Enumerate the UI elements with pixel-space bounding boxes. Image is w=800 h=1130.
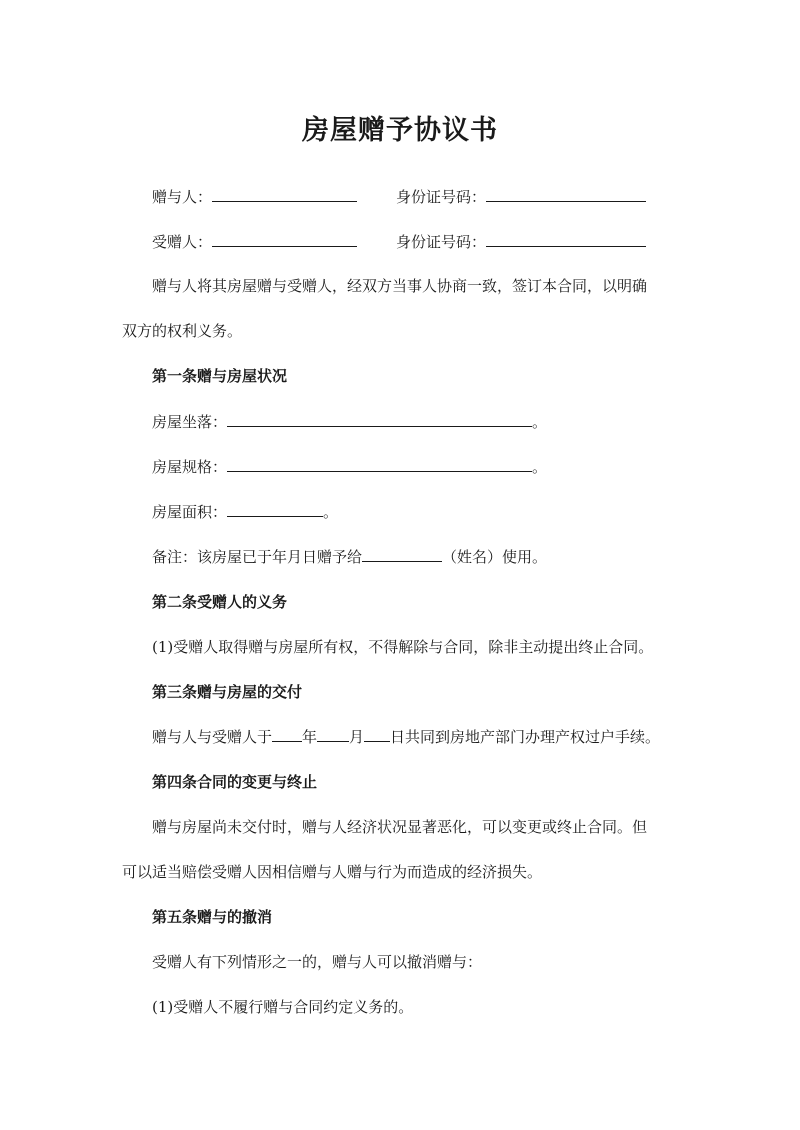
house-spec-row: [152, 456, 547, 478]
article-1-heading: 第一条赠与房屋状况: [152, 367, 288, 385]
article-2-item-1: (1)受赠人取得赠与房屋所有权，不得解除与合同，除非主动提出终止合同。: [152, 638, 654, 656]
transfer-year-label: 年: [302, 728, 318, 746]
donor-name-blank[interactable]: [212, 187, 357, 202]
article-5-line-1: 受赠人有下列情形之一的，赠与人可以撤消赠与：: [152, 953, 483, 971]
transfer-suffix: 日共同到房地产部门办理产权过户手续。: [390, 728, 661, 746]
transfer-month-blank[interactable]: [317, 727, 349, 742]
house-location-blank[interactable]: [227, 412, 532, 427]
donor-id-label: 身份证号码：: [396, 188, 487, 206]
transfer-year-blank[interactable]: [272, 727, 302, 742]
transfer-prefix: 赠与人与受赠人于: [152, 728, 273, 746]
donee-label: 受赠人：: [152, 233, 213, 251]
house-spec-blank[interactable]: [227, 457, 532, 472]
intro-line-1: 赠与人将其房屋赠与受赠人，经双方当事人协商一致，签订本合同，以明确: [152, 277, 648, 295]
article-5-heading: 第五条赠与的撤消: [152, 908, 273, 926]
house-spec-label: 房屋规格：: [152, 458, 228, 476]
article-3-heading: 第三条赠与房屋的交付: [152, 683, 303, 701]
transfer-month-label: 月: [349, 728, 365, 746]
donor-row: [152, 186, 357, 208]
house-area-row: [152, 501, 338, 523]
house-spec-period: 。: [532, 458, 548, 476]
donee-id-row: [396, 231, 646, 253]
article-5-item-1: (1)受赠人不履行赠与合同约定义务的。: [152, 998, 414, 1016]
donee-id-label: 身份证号码：: [396, 233, 487, 251]
transfer-date-row: [152, 726, 660, 748]
document-title: 房屋赠予协议书: [302, 115, 498, 146]
house-location-period: 。: [532, 413, 548, 431]
note-prefix: 备注：该房屋已于年月日赠予给: [152, 548, 363, 566]
donor-id-blank[interactable]: [486, 187, 646, 202]
donee-row: [152, 231, 357, 253]
house-location-label: 房屋坐落：: [152, 413, 228, 431]
donor-label: 赠与人：: [152, 188, 213, 206]
house-location-row: [152, 411, 547, 433]
house-area-period: 。: [323, 503, 339, 521]
article-2-heading: 第二条受赠人的义务: [152, 593, 288, 611]
donor-id-row: [396, 186, 646, 208]
intro-line-2: 双方的权利义务。: [122, 322, 243, 340]
article-4-line-1: 赠与房屋尚未交付时，赠与人经济状况显著恶化，可以变更或终止合同。但: [152, 818, 648, 836]
house-area-blank[interactable]: [227, 502, 323, 517]
transfer-day-blank[interactable]: [364, 727, 390, 742]
note-name-blank[interactable]: [362, 547, 442, 562]
donee-name-blank[interactable]: [212, 232, 357, 247]
note-row: [152, 546, 547, 568]
article-4-line-2: 可以适当赔偿受赠人因相信赠与人赠与行为而造成的经济损失。: [122, 863, 543, 881]
house-area-label: 房屋面积：: [152, 503, 228, 521]
donee-id-blank[interactable]: [486, 232, 646, 247]
note-suffix: （姓名）使用。: [442, 548, 548, 566]
article-4-heading: 第四条合同的变更与终止: [152, 773, 318, 791]
